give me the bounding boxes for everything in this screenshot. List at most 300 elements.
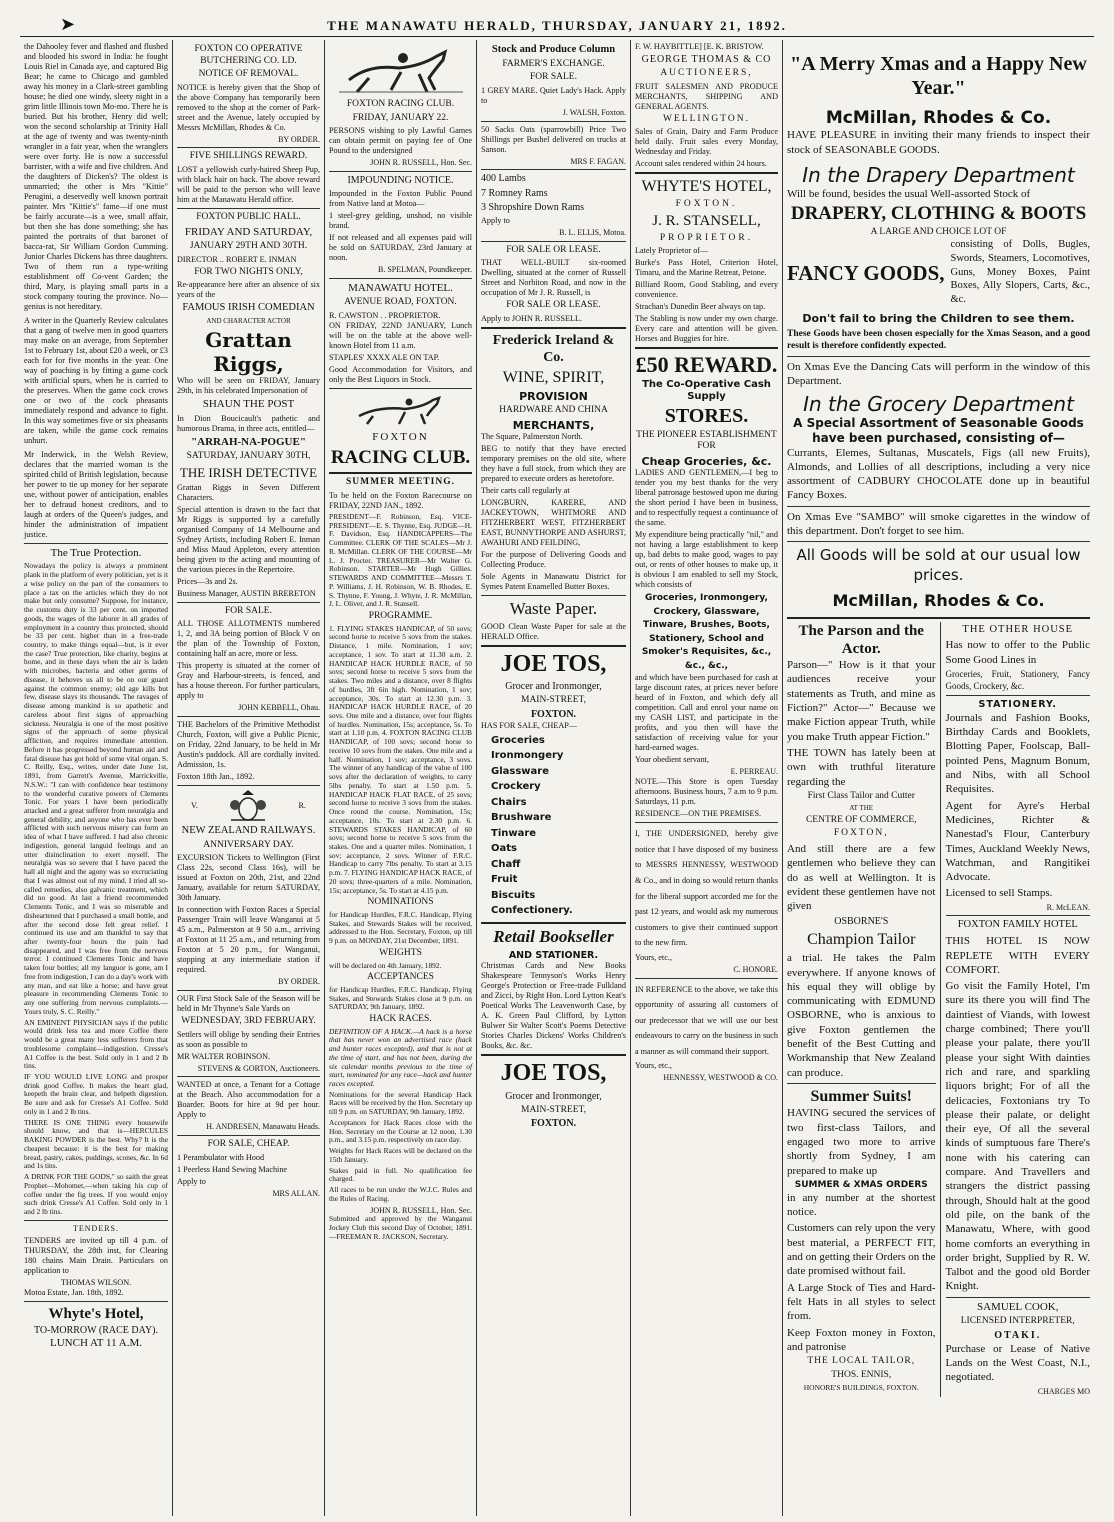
goods-item: Oats <box>491 843 517 855</box>
ad-text: IF YOU WOULD LIVE LONG and prosper drink good Coffee. It makes the heart glad, keepeth the brain clear, and helpeth digestion. Be sure and ask for Cresse's A1 Coffee. Sold only in 1 and 2 lb tins. <box>24 1072 168 1116</box>
summer-suits-heading: Summer Suits! <box>810 1087 912 1105</box>
ad-text: Licensed to sell Stamps. <box>945 887 1053 900</box>
ad-text: THIS HOTEL IS NOW REPLETE WITH EVERY COMFORT. <box>945 935 1090 976</box>
ad-heading: AUCTIONEERS, <box>660 68 753 79</box>
ad-heading: FARMER'S EXCHANGE. <box>502 58 605 69</box>
fancy-goods-row <box>787 238 1090 308</box>
ad-text: The Stabling is now under my own charge. Every care and attention will be given. Horses and Buggies for hire. <box>635 314 778 344</box>
divider <box>177 990 320 991</box>
ad-text: Apply to <box>481 216 510 226</box>
ad-heading: MERCHANTS, <box>512 418 595 432</box>
ad-heading: FOXTON. <box>530 708 577 720</box>
hotel-poem: Go visit the Family Hotel, I'm sure its there you will find The daintiest of Viands, with lowest charge combined; There you'll please your palate, there you'll please your sight With dainties rich and rare, and sparkling liquors bright; For of all the delicacies, Foxtonians try To please their palate, or delight their eye, Of all the several kinds of sumptuous fare There's none with his catering can compare. And Travellers and strangers the district passing through, Should halt at the good old pile, on the bank of the Manawatu, Where, with good home comforts an everything in order bright, Supplied by R. W. Talbot and the good old Border Knight. <box>945 980 1090 1293</box>
ad-heading: First Class Tailor and Cutter <box>807 790 915 801</box>
ad-heading: FIVE SHILLINGS REWARD. <box>189 151 308 162</box>
ad-heading: NOTICE OF REMOVAL. <box>198 69 299 80</box>
ad-heading: FOXTON, <box>833 828 889 839</box>
joe-tos-heading: JOE TOS, <box>500 1060 607 1087</box>
ad-text: If not released and all expenses paid will be sold on SATURDAY, 23rd January at noon. <box>329 233 472 263</box>
divider <box>177 716 320 717</box>
ad-heading: FAMOUS IRISH COMEDIAN <box>182 302 315 314</box>
other-house-heading: THE OTHER HOUSE <box>962 623 1074 635</box>
signature: R. McLEAN. <box>1046 902 1090 912</box>
ad-text: Apply to <box>177 1176 206 1186</box>
racehorse-small-icon <box>329 392 473 426</box>
ad-heading: "ARRAH-NA-POGUE" <box>191 435 306 448</box>
joe-tos-heading: JOE TOS, <box>500 650 607 677</box>
divider <box>24 1220 168 1221</box>
ad-text: My expenditure being practically "nil," and not having a large establishment to keep up, bad debts to make good, wages to pay out, or rents of other houses to make up, it is obvious I am enabled to sell my Stock, which consists of <box>635 530 778 590</box>
column-3 <box>324 40 476 1516</box>
book-list: Christmas Cards and New Books Shakespeare Tennyson's Works Henry George's Protection or Free-trade Fulkland and Zicci, by Right Hon. Lord Lytton Keat's Poetical Works The Leavenworth Case, by A. K. Green Paul Clifford, by Lytton Bulwer Sir Walter Scott's Poems Detective Stories Charles Dickens' Works Children's Books, &c. &c. <box>481 961 626 1051</box>
signature: STEVENS & GORTON, Auctioneers. <box>197 1063 320 1073</box>
proprietor-line: R. CAWSTON . . PROPRIETOR. <box>329 310 441 320</box>
ad-heading: SUMMER & XMAS ORDERS <box>794 1179 928 1190</box>
column-5 <box>630 40 782 1516</box>
ad-text: 1 Perambulator with Hood <box>177 1152 265 1162</box>
goods-item: Glassware <box>491 765 549 777</box>
signature: B. L. ELLIS, Motoa. <box>559 228 626 238</box>
ad-text: Apply to JOHN R. RUSSELL. <box>481 313 582 323</box>
director-line: DIRECTOR .. ROBERT E. INMAN <box>177 254 297 264</box>
ad-text: A Large Stock of Ties and Hard-felt Hats in all styles to select from. <box>787 1281 936 1323</box>
ad-text: LONGBURN, KARERE, AND JACKEYTOWN, WHITMORE AND FITZHERBERT WEST, FITZHERBERT EAST, BUNNYTHORPE AND ASHURST, AWAHURI AND FEILDING, <box>481 497 626 547</box>
ad-heading: PROPRIETOR. <box>659 232 754 243</box>
ad-text: STAPLES' XXXX ALE ON TAP. <box>329 352 440 362</box>
ad-text: EXCURSION Tickets to Wellington (First Class 22s, second Class 16s), will be issued at Foxton on 20th, 21st, and 22nd January, available for return SATURDAY, 30th January. <box>177 853 320 903</box>
reward-heading: £50 REWARD. <box>635 352 778 378</box>
ad-text: I, THE UNDERSIGNED, hereby give notice that I have disposed of my business to MESSRS HENNESSY, WESTWOOD & Co., and in doing so would return thanks for the liberal support accorded me for the past 12 years, and would ask my numerous customers to give their continued support to the new firm. <box>635 829 778 948</box>
ad-text: Business Manager, AUSTIN BRERETON <box>177 588 316 598</box>
family-hotel-heading: FOXTON FAMILY HOTEL <box>957 919 1078 931</box>
ad-heading: J. R. STANSELL, <box>652 213 761 230</box>
stationery-heading: STATIONERY. <box>978 699 1057 711</box>
goods-item: Ironmongery <box>491 750 564 762</box>
tenders-signature: THOMAS WILSON. <box>60 1277 132 1287</box>
goods-item: Fruit <box>491 874 518 886</box>
ad-heading: THE PIONEER ESTABLISHMENT FOR <box>636 429 777 452</box>
ad-heading: OSBORNE'S <box>834 915 889 927</box>
signature: BY ORDER. <box>278 977 320 987</box>
ad-text: In connection with Foxton Races a Special Passenger Train will leave Wanganui at 5 45 a.m., Palmerston at 9 50 a.m., arriving at Foxton at 11 25 a.m., and returning from Foxton at 5 20 p.m., for Wanganui, stopping at any intermediate station if required. <box>177 905 320 975</box>
grattan-riggs-heading: Grattan Riggs, <box>205 327 292 376</box>
ad-heading: FOXTON PUBLIC HALL. <box>196 212 301 223</box>
goods-item: Chairs <box>491 796 527 808</box>
ad-heading: AND STATIONER. <box>508 949 599 961</box>
ad-heading: PROVISION <box>519 389 588 403</box>
ad-text: 400 Lambs <box>481 173 526 185</box>
divider <box>329 278 472 279</box>
ad-heading: AND CHARACTER ACTOR <box>206 317 291 325</box>
ad-heading: Cheap Groceries, &c. <box>641 455 772 469</box>
ad-heading: FOR TWO NIGHTS ONLY, <box>194 266 303 277</box>
signature: JOHN KEBBELL, Ohau. <box>238 703 320 713</box>
signature: MRS ALLAN. <box>272 1188 320 1198</box>
ad-heading: HARDWARE AND CHINA <box>499 405 608 415</box>
ad-text: A DRINK FOR THE GODS," so saith the great Prophet—Mohomet,—when taking his cup of coffee under the fig trees. If you would enjoy such drink Cresse's A1 Coffee. Sold only in 1 and 2 lb tins. <box>24 1172 168 1217</box>
ad-text: consisting of Dolls, Bugles, Swords, Steamers, Locomotives, Guns, Money Boxes, Paint Boxes, Ally Slopers, Carts, &c., &c. <box>950 239 1090 305</box>
waste-paper-heading: Waste Paper. <box>509 598 598 618</box>
divider <box>481 922 626 924</box>
ad-text: THE Bachelors of the Primitive Methodist Church, Foxton, will give a Public Picnic, on Friday, 22nd January, to be held in Mr Austin's paddock. All are cordially invited. Admission, 1s. <box>177 719 320 769</box>
royal-coat-of-arms-icon <box>225 789 271 823</box>
ad-text: THAT WELL-BUILT six-roomed Dwelling, situated at the corner of Russell Street and Norbiton Road, and now in the occupation of Mr J. R. Russell, is <box>481 258 626 298</box>
ad-text: Account sales rendered within 24 hours. <box>635 159 767 169</box>
divider <box>787 356 1090 357</box>
ad-text: Yours, etc., <box>635 952 672 962</box>
ad-heading: PROGRAMME. <box>368 611 433 622</box>
signature: B. SPELMAN, Poundkeeper. <box>378 265 472 275</box>
grocery-heading: In the Grocery Department <box>803 392 1074 417</box>
ad-text: Currants, Elemes, Sultanas, Muscatels, Figs (all new Fruits), Almonds, and Lollies of all descriptions, including a very nice assortment of CADBURY CHOCOLATE done up in beautiful Fancy Boxes. <box>787 446 1090 502</box>
ad-text: and which have been purchased for cash at large discount rates, at prices never before heard of in Foxton, and which defy all competition. Call and enrol your name on my CASH LIST, and participate in the profits, and you then will have the satisfaction of receiving value for your hard-earned wages. <box>635 673 778 753</box>
divider <box>635 172 778 174</box>
divider <box>481 169 626 170</box>
ad-heading: FOR SALE. <box>530 72 577 83</box>
ad-text: Their carts call regularly at <box>481 485 570 495</box>
ad-heading: FOR SALE OR LEASE. <box>506 244 601 255</box>
ad-text: 50 Sacks Oats (sparrowbill) Price Two Shillings per Bushel delivered on trucks at Sanson. <box>481 124 626 154</box>
ad-text: A LARGE AND CHOICE LOT OF <box>870 227 1007 238</box>
ad-text: Sole Agents in Manawatu District for Symes Patent Enamelled Butter Boxes. <box>481 571 626 591</box>
ad-text: Groceries, Fruit, Stationery, Fancy Goods, Crockery, &c. <box>945 668 1090 691</box>
drapery-heading: In the Drapery Department <box>802 162 1075 187</box>
divider <box>329 388 472 389</box>
ad-text: For the purpose of Delivering Goods and Collecting Produce. <box>481 549 626 569</box>
ad-heading: WINE, SPIRIT, <box>502 369 605 387</box>
ad-heading: FOXTON RACING CLUB. <box>346 99 455 109</box>
divider <box>24 1301 168 1302</box>
column-6-split <box>787 622 1090 1397</box>
ad-text: These Goods have been chosen especially for the Xmas Season, and a good result is therefore confidently expected. <box>787 329 1090 352</box>
signature: HENNESSY, WESTWOOD & CO. <box>663 1073 778 1083</box>
ad-text: RESIDENCE—ON THE PREMISES. <box>635 809 762 819</box>
ad-heading: ANNIVERSARY DAY. <box>203 839 294 850</box>
divider <box>177 147 320 148</box>
ad-text: LOST a yellowish curly-haired Sheep Pup, with black hair on back. The above reward will be paid to the person who will leave him at the Manawatu Herald office. <box>177 165 320 205</box>
goods-list: Groceries, Ironmongery, Crockery, Glassware, Tinware, Brushes, Boots, Stationery, School and Smoker's Requisites, &c., &c., &c., <box>641 593 772 671</box>
ad-heading: FOR SALE OR LEASE. <box>506 300 601 311</box>
ad-heading: WELLINGTON. <box>663 113 750 124</box>
ad-text: NOTICE is hereby given that the Shop of the above Company has temporarily been removed to the shop at the corner of Park-street and the Avenue, lately occupied by Messrs McMillan, Rhodes & Co. <box>177 82 320 132</box>
whytes-hotel-heading: Whyte's Hotel, <box>48 1305 144 1322</box>
mcmillan-rhodes-heading: McMillan, Rhodes & Co. <box>825 108 1052 128</box>
article-text: Nowadays the policy is always a prominent plank in the platform of every politician, yet is it a wise policy on the part of the consumers to place a tax on the articles which they do not make but only consume? Suppose, for instance, the customs duty is 33 per cent. on imported goods, the wages of the laborer in all grades of employment in a country thus protected, should be 33 per cent. higher than in a free-trade country, to make things equal—but, is it ever the case? True protection, like charity, begins at home, and in these days when the air is laden with microbes, bacteria and other germs of disease, it behoves us all to be on our guard against the common enemy; old age kills but few, disease slays its thousands. The ravages of disease among mankind is so apathetic and careless about first signs of approaching sickness. Neuralgia is one of the most positive signs of the approach of some physical affliction, and requires immediate attention. Before it has progressed beyond human aid and fatal disease has got hold of some vital organ. S. C. Reilly, Esq., writes, under date June 1st, 1891, from Garrett's Avenue, Marrickville, N.S.W.: "I can with confidence bear testimony to the wonderful curative powers of Clements Tonic. For years I have been periodically attacked and a great sufferer from neuralgia and general debility, and anyone who has ever been afflicted with such nervous misery can form an idea of what I have suffered. I had also chronic indigestion, general languid feelings and an utter disinclination to exert myself. The neuralgia was so severe that I have paced the hall all night and the agony was so excruciating that I was almost out of my mind. I tried all so-called remedies, also galvanic treatment, which did no good. At last a friend recommended Clements Tonic, and I was so miserable and disheartened that I purchased a small bottle, and after the second dose felt great relief. I continued its use and am thankful to say that after twenty-four hours the pain had disappeared, and I was free from the nervous terror. I continued Clements Tonic and have taken four bottles; all my languor is gone, am I free from indigestion, I can do a day's work with any man, and eat like a horse; and have great pleasure in recommending Clements Tonic to any one suffering from nervous complaints.—Yours truly, S. C. Reilly." <box>24 561 168 1016</box>
other-house-subcolumn <box>941 622 1091 1397</box>
ad-text: And still there are a few gentlemen who believe they can do as well at Wellington. It is evident these gentlemen have not given <box>787 843 936 913</box>
article-text: the Dahooley fever and flashed and flushed and blooded his sword in India: he fought Louis Riel in Canada aye, and captured Big Bear; he came to Chicago and gambled away his money in a Clark-street gambling house; he died one windy, sleety night in a grim little Illinois town Mo-mo. There he is buried. But his brother, Henry did well; won the second scholarship at Trinity Hall at the age of twenty and was twenty-ninth wrangler in a fair year, when the wranglers were over forty. He is now a successful barrister, with a wife and five children. And the daughters of Dicken's? The oldest is unmarried; the other is Mrs "Kittie" Perugini, a deservedly well known portrait painter. Mrs "Kittie's" fame—if one must be fairly accurate—is a wee, small affair, but then she has done something; she has painted the portraits of that baronet of bacca-rat, Sir William Gordon Cumming. Junior Charles Dickens has three daughters. Two of them run a type-writing establishment off Co-vent Garden; the third, Mary, is playing small parts in a stock company touring the province. No—genius is not hereditary. <box>24 42 168 311</box>
ad-heading: WEDNESDAY, 3RD FEBRUARY. <box>181 1016 316 1027</box>
ad-text: Weights for Hack Races will be declared on the 15th January. <box>329 1146 472 1164</box>
tenders-address: Motoa Estate, Jan. 18th, 1892. <box>24 1287 124 1297</box>
ad-heading: NEW ZEALAND RAILWAYS. <box>181 824 316 836</box>
goods-item: Brushware <box>491 812 552 824</box>
ad-text: Good Accommodation for Visitors, and only the Best Liquors in Stock. <box>329 364 472 384</box>
vr-letter: R. <box>298 800 306 810</box>
signature: MRS F. FAGAN. <box>570 156 626 166</box>
masthead <box>0 0 1114 40</box>
ad-text: HAS FOR SALE, CHEAP— <box>481 720 577 730</box>
ad-text: Has now to offer to the Public Some Good Lines in <box>945 639 1090 666</box>
ad-heading: HACK RACES. <box>369 1014 432 1025</box>
goods-item: Crockery <box>491 781 541 793</box>
ad-text: NOTE.—This Store is open Tuesday afternoons. Business hours, 7 a.m to 9 p.m. Saturdays, 11 p.m. <box>635 777 778 807</box>
tenders-heading: TENDERS. <box>73 1223 119 1233</box>
ad-text: Lately Proprietor of— <box>635 246 709 256</box>
ad-text: On Xmas Eve "SAMBO" will smoke cigarettes in the window of this department. Don't forget to see him. <box>787 510 1090 538</box>
whytes-hotel-heading: WHYTE'S HOTEL, <box>641 178 772 196</box>
signature: JOHN R. RUSSELL, Hon. Sec. <box>370 1205 472 1215</box>
ad-text: a trial. He takes the Palm everywhere. If anyone knows of his equal they will oblige by communicating with EDMUND OSBORNE, who is anxious to give Foxton gentlemen the benefit of the Best Cutting and Workmanship that New Zealand can produce. <box>787 952 936 1079</box>
ad-heading: JANUARY 29TH AND 30TH. <box>189 241 308 252</box>
divider <box>787 617 1090 619</box>
ad-text: Your obedient servant, <box>635 755 709 765</box>
ad-heading: FOR SALE. <box>225 605 272 616</box>
ad-text: FRUIT SALESMEN AND PRODUCE MERCHANTS, SHIPPING AND GENERAL AGENTS. <box>635 81 778 111</box>
programme-list: 1. FLYING STAKES HANDICAP, of 50 sovs; second horse to receive 5 sovs from the stakes. Distance, 1 mile. Nomination, 1 sov; acceptance, 1 sov. To start at 11.30 a.m. 2. HANDICAP HACK HURDLE RACE, of 50 sovs; second horse to receive 5 sovs from the stakes. Two miles and a distance, over 8 flights of hurdles, 3ft 6in high. Nomination, 1 sov; acceptance, 30s. To start at 12.30 p.m. 3. HANDICAP HACK HURDLE RACE, of 20 sovs. One mile and a distance, over four flights of hurdles. Nomination, 15s; acceptance, 5s. To start at 1.10 p.m. 4. FOXTON RACING CLUB HANDICAP, of 100 sovs; second horse to receive 10 sovs from the stakes. One mile and a half. Nomination, 1 sov; acceptance, 3 sovs. The winner of any handicap of the value of 100 sovs after the declaration of weights, to carry 5lbs penalty. To start at 1.50 p.m. 5. HANDICAP HACK FLAT RACE, of 25 sovs; second horse to receive 3 sovs from the stakes. Once round the course. Nomination, 15s; acceptance, 10s. To start at 2.30 p.m. 6. STEWARDS STAKES HANDICAP, of 60 sovs; second horse to receive 5 sovs from the stakes. One and a quarter miles. Nomination, 1 sov; acceptance, 2 sovs. Winner of F.R.C. Handicap to carry 7lbs penalty. To start at 3.15 p.m. 7. FLYING HANDICAP HACK RACE, of 20 sovs; three-quarters of a mile. Nomination, 15s; acceptance, 5s. To start at 4.15 p.m. <box>329 623 472 895</box>
ad-text: On Xmas Eve the Dancing Cats will perform in the window of this Department. <box>787 360 1090 388</box>
ad-text: This property is situated at the corner of Gray and Harbour-streets, is fenced, and has a house thereon. For further particulars, apply to <box>177 661 320 701</box>
divider <box>329 472 472 474</box>
goods-list <box>481 733 626 919</box>
divider <box>787 1083 936 1084</box>
divider <box>481 121 626 122</box>
ad-text: THE TOWN has lately been at own with truthful literature regarding the <box>787 746 936 788</box>
ad-text: ALL THOSE ALLOTMENTS numbered 1, 2, and 3A being portion of Block V on the plan of the Township of Foxton, containing half an acre, more or less. <box>177 619 320 659</box>
divider <box>481 645 626 647</box>
ad-heading: GEORGE THOMAS & CO <box>641 54 772 65</box>
goods-item: Biscuits <box>491 889 536 901</box>
ad-heading: SUMMER MEETING. <box>346 477 455 488</box>
ad-heading: FRIDAY AND SATURDAY, <box>184 225 313 238</box>
divider <box>787 506 1090 507</box>
ad-heading: AT THE <box>849 804 874 813</box>
ad-text: Journals and Fashion Books, Birthday Cards and Booklets, Blotting Paper, Foolscap, Ball-pointed Pens, Magnum Bonum, and Nibs, with all School Requisites. <box>945 711 1090 796</box>
ad-text: Grattan Riggs in Seven Different Characters. <box>177 482 320 502</box>
fancy-goods-heading: FANCY GOODS, <box>787 260 945 285</box>
ad-text: PERSONS wishing to ply Lawful Games can obtain permit on paying fee of One Pound to the undersigned <box>329 126 472 156</box>
ad-heading: AVENUE ROAD, FOXTON. <box>344 297 457 308</box>
divider <box>635 822 778 823</box>
divider <box>481 595 626 596</box>
ad-text: 1 steel-grey gelding, unshod, no visible brand. <box>329 211 472 231</box>
ad-heading: SAMUEL COOK, <box>977 1300 1059 1313</box>
ad-text: AN EMINENT PHYSICIAN says if the public would drink less tea and more Coffee there would be a great many less sufferers from that troublesome complaint—indigestion. Cresse's A1 Coffee is the best. Sold only in 1 and 2 lb tins. <box>24 1017 168 1071</box>
signature: C. HONORE. <box>733 964 778 974</box>
ad-text: in any number at the shortest notice. <box>787 1191 936 1219</box>
ad-text: Yours, etc., <box>635 1061 672 1071</box>
ad-text: 7 Romney Rams <box>481 187 548 199</box>
racing-club-heading: RACING CLUB. <box>330 447 471 469</box>
divider <box>946 915 1091 916</box>
ad-text: Don't fail to bring the Children to see them. <box>802 311 1075 325</box>
ad-text: Sales of Grain, Dairy and Farm Produce held daily. Fruit sales every Monday, Wednesday and Friday. <box>635 127 778 157</box>
ad-heading: NOMINATIONS <box>367 897 434 908</box>
column-2 <box>172 40 324 1516</box>
whytes-line: TO-MORROW (RACE DAY). <box>34 1324 158 1336</box>
xmas-heading: "A Merry Xmas and a Happy New Year." <box>790 53 1087 99</box>
ad-text: Parson—" How is it that your audiences receive your statements as Truth, and mine as Fiction?" Actor—" Because we make Fiction appear Truth, while you make Truth appear Fiction." <box>787 659 936 743</box>
ad-heading: All Goods will be sold at our usual low prices. <box>796 546 1081 584</box>
ad-text: Customers can rely upon the very best material, a PERFECT FIT, and on getting their Orders on the date promised without fail. <box>787 1222 936 1278</box>
ad-text: Submitted and approved by the Wanganui Jockey Club this second Day of October, 1891.—FREEMAN R. JACKSON, Secretary. <box>329 1214 472 1241</box>
ad-heading: FOXTON CO OPERATIVE BUTCHERING CO. LD. <box>194 44 303 66</box>
ad-heading: A Special Assortment of Seasonable Goods have been purchased, consisting of— <box>793 416 1084 445</box>
ad-text: Prices—3s and 2s. <box>177 576 238 586</box>
ad-text: Will be found, besides the usual Well-assorted Stock of <box>787 187 1031 200</box>
champion-tailor-heading: Champion Tailor <box>807 930 916 948</box>
divider <box>946 695 1091 696</box>
ad-text: for Handicap Hurdles, F.R.C. Handicap, Flying Stakes, and Stewards Stakes will be received, addressed to the Hon. Secretary, Foxton, up till 9 p.m. on MONDAY, 21st December, 1891. <box>329 909 472 946</box>
ad-heading: FOXTON <box>372 430 429 443</box>
stores-heading: STORES. <box>664 404 749 427</box>
ad-text: LADIES AND GENTLEMEN,—I beg to tender you my best thanks for the very liberal patronage bestowed upon me during the short period I have been in business, and to respectfully request a continuance of the same. <box>635 468 778 528</box>
ad-text: To be held on the Foxton Racecourse on FRIDAY, 22ND JAN., 1892. <box>329 490 472 510</box>
officials-list: PRESIDENT—F. Robinson, Esq. VICE-PRESIDENT—E. S. Thynne, Esq. JUDGE—H. F. Davidson, Esq. HANDICAPPERS—The Committee. CLERK OF THE SCALES—Mr J. R. McMillan. CLERK OF THE COURSE—Mr L. J. Procter. TREASURER—Mr Walter G. Robinson. STARTER—Mr Hugh Gillies. STEWARDS AND COMMITTEE—Messrs T. P. Williams, J. H. Robinson, W. B. Rhodes, E. S. Thynne, F. Young, J. Whyte, J. R. McMillan, J. L. Oliver, and J. R. Stansell. <box>329 511 472 609</box>
column-4 <box>476 40 630 1516</box>
ad-text: THERE IS ONE THING every housewife should know, and that is—HERCULES BAKING POWDER is the best. Why? It is the cheapest because: it is the best for making bread, pastry, cakes, puddings, scones, &c. In 6d and 1s tins. <box>24 1117 168 1171</box>
vr-letter: V. <box>191 800 198 810</box>
divider <box>177 602 320 603</box>
ad-text: Impounded in the Foxton Public Pound from Native land at Motoa— <box>329 189 472 209</box>
ad-text: Settlers will oblige by sending their Entries as soon as possible to <box>177 1029 320 1049</box>
ad-heading: MANAWATU HOTEL. <box>348 281 453 294</box>
parson-actor-heading: The Parson and the Actor. <box>798 622 924 657</box>
divider <box>481 1054 626 1056</box>
ad-text: will be declared on 4th January, 1892. <box>329 960 442 970</box>
ad-heading: Grocer and Ironmonger, <box>505 680 602 692</box>
signature: JOHN R. RUSSELL, Hon. Sec. <box>370 158 472 168</box>
ad-heading: FOR SALE, CHEAP. <box>207 1139 290 1150</box>
column-6 <box>782 40 1094 1516</box>
ad-heading: FRIDAY, JANUARY 22. <box>352 112 449 123</box>
ad-text: In Dion Boucicault's pathetic and humorous Drama, in three acts, entitled— <box>177 413 320 433</box>
ad-text: Special attention is drawn to the fact that Mr Riggs is supported by a carefully organised Company of 14 Melbourne and Sydney Artists, including Robert E. Inman and Miss Maud Appleton, every attention being given to the acting and mounting of the various pieces in the Repertoire. <box>177 504 320 574</box>
ad-heading: FOXTON. <box>530 1118 577 1130</box>
ad-text: Billiard Room, Good Stabling, and every convenience. <box>635 280 778 300</box>
ad-heading: ACCEPTANCES <box>367 972 434 983</box>
ad-text: Nominations for the several Handicap Hack Races will be received by the Hon. Secretary up till 9 p.m. on SATURDAY, 9th January, 1892. <box>329 1089 472 1117</box>
divider <box>635 347 778 349</box>
tailor-subcolumn <box>787 622 941 1397</box>
goods-item: Tinware <box>491 827 537 839</box>
article-text: A writer in the Quarterly Review calculates that a gang of twelve men in good quarters may make on an average, from September 1st to February 1st, about £20 a week, or £3 each for for five months in the year. One way of poaching is by fitting a game cock with artificial spurs, when he is carried to the preserves. When the game cock crows one or two of the cock pheasants immediately respond and advance to fight. In this way sometimes five or six pheasants are taken, while the game cock remains unhurt. <box>24 316 168 445</box>
ad-text: WANTED at once, a Tenant for a Cottage at the Beach. Also accommodation for a Boarder. Boots for hire at 9d per hour. Apply to <box>177 1080 320 1120</box>
column-1 <box>20 40 172 1516</box>
ad-heading: WEIGHTS <box>379 947 422 958</box>
divider <box>481 241 626 242</box>
article-text: Mr Inderwick, in the Welsh Review, declares that the married woman is the spirited child of British legislation, because her power to tie up money for her separate use, without power of anticipation, enables her to defraud honest creditors, and to laugh at orders of the Queen's judges, and hinder the administration of impatient justice. <box>24 450 168 539</box>
ad-heading: OTAKI. <box>994 1329 1042 1341</box>
ad-text: Purchase or Lease of Native Lands on the West Coast, N.I., negotiated. <box>945 1342 1090 1384</box>
divider <box>635 978 778 979</box>
ad-heading: SHAUN THE POST <box>202 398 295 411</box>
divider <box>177 785 320 786</box>
ad-heading: LICENSED INTERPRETER, <box>960 1316 1075 1327</box>
ad-text: Strachan's Dunedin Beer always on tap. <box>635 302 766 312</box>
divider <box>787 541 1090 542</box>
ad-text: ON FRIDAY, 22ND JANUARY, Lunch will be on the table at the above well-known Hotel from 11 a.m. <box>329 320 472 350</box>
article-heading: The True Protection. <box>50 547 142 559</box>
signature: J. WALSH, Foxton. <box>562 107 626 117</box>
ad-heading: HONORE'S BUILDINGS, FOXTON. <box>803 1383 919 1393</box>
ad-text: HAVING secured the services of two first-class Tailors, and engaged two more to arrive shortly from Sydney, I am prepared to make up <box>787 1107 936 1177</box>
tenders-text: TENDERS are invited up till 4 p.m. of THURSDAY, the 28th inst, for Clearing 180 chains Main Drain. Particulars on application to <box>24 1235 168 1275</box>
ad-text: GOOD Clean Waste Paper for sale at the HERALD Office. <box>481 621 626 641</box>
ad-heading: IMPOUNDING NOTICE. <box>347 174 454 186</box>
divider <box>946 1297 1091 1298</box>
ad-heading: THE LOCAL TAILOR, <box>807 1356 916 1367</box>
signature: BY ORDER. <box>278 134 320 144</box>
divider <box>177 208 320 209</box>
ad-text: IN REFERENCE to the above, we take this opportunity of assuring all customers of our predecessor that we will use our best endeavours to carry on the business in such a manner as will command their support. <box>635 984 778 1056</box>
divider <box>24 543 168 544</box>
header-rule <box>20 36 1094 37</box>
signature: CHARGES MO <box>1037 1386 1090 1396</box>
ad-text: OUR First Stock Sale of the Season will be held in Mr Thynne's Sale Yards on <box>177 994 320 1014</box>
ad-text: HAVE PLEASURE in inviting their many friends to inspect their stock of SEASONABLE GOODS. <box>787 129 1090 156</box>
ad-heading: THE IRISH DETECTIVE <box>179 464 318 480</box>
signature: E. PERREAU. <box>730 767 778 777</box>
ad-text: Stakes paid in full. No qualification fee charged. <box>329 1165 472 1184</box>
royal-arms-row <box>177 789 320 823</box>
ad-text: The Square, Palmerston North. <box>481 431 583 441</box>
ad-text: 1 GREY MARE. Quiet Lady's Hack. Apply to <box>481 85 626 105</box>
ad-text: Agent for Ayre's Herbal Medicines, Richter & Nanestad's Flour, Canterbury Times, Auckland Weekly News, Watchman, and Rangitikei Advocate. <box>945 799 1090 884</box>
drapery-goods-heading: DRAPERY, CLOTHING & BOOTS <box>790 203 1087 225</box>
ad-text: Burke's Pass Hotel, Criterion Hotel, Timaru, and the Marine Retreat, Petone. <box>635 258 778 278</box>
ad-heading: FOXTON. <box>675 198 738 209</box>
ad-text: 3 Shropshire Down Rams <box>481 201 585 213</box>
signature: H. ANDRESEN, Manawatu Heads. <box>206 1122 320 1132</box>
goods-item: Chaff <box>491 858 521 870</box>
divider <box>329 171 472 172</box>
ad-heading: THOS. ENNIS, <box>831 1369 892 1380</box>
divider <box>177 1135 320 1136</box>
ad-heading: MAIN-STREET, <box>521 1104 586 1115</box>
ad-text: MR WALTER ROBINSON. <box>177 1051 271 1061</box>
ad-heading: Grocer and Ironmonger, <box>505 1090 602 1102</box>
ad-heading: MAIN-STREET, <box>521 695 586 706</box>
ad-text: Acceptances for Hack Races close with the Hon. Secretary on the Course at 12 noon, 1.30 p.m., and 3.15 p.m. respectively on race day. <box>329 1117 472 1145</box>
racehorse-illustration-icon <box>329 42 473 94</box>
ad-heading: CENTRE OF COMMERCE, <box>805 814 917 825</box>
ad-heading: The Co-Operative Cash Supply <box>642 379 771 403</box>
frederick-ireland-heading: Frederick Ireland & Co. <box>492 332 615 365</box>
ad-text: 1 Peerless Hand Sewing Machine <box>177 1164 288 1174</box>
mcmillan-rhodes-footer: McMillan, Rhodes & Co. <box>832 591 1045 611</box>
divider <box>177 1076 320 1077</box>
ad-text: Foxton 18th Jan., 1892. <box>177 771 255 781</box>
partners-line: F. W. HAYBITTLE] [E. K. BRISTOW. <box>635 42 764 51</box>
goods-item: Groceries <box>491 734 545 746</box>
ad-text: for Handicap Hurdles, F.R.C. Handicap, Flying Stakes, and Stewards Stakes close at 9 p.m. on SATURDAY, 9th January, 1892. <box>329 984 472 1012</box>
column-heading: Stock and Produce Column <box>491 44 616 55</box>
bookseller-heading: Retail Bookseller <box>493 926 614 946</box>
ad-text: DEFINITION OF A HACK.—A hack is a horse that has never won an advertised race (hack and hunter races excepted), and that is not at the time of start, and has not been, during the six calendar months previous to the time of start, nominated for any race—hack and hunter races excepted. <box>329 1026 472 1088</box>
goods-item: Confectionery. <box>491 905 573 917</box>
ad-text: BEG to notify that they have erected temporary premises on the old site, where they have a full stock, from which they are prepared to execute orders as heretofore. <box>481 443 626 483</box>
ad-text: Keep Foxton money in Foxton, and patronise <box>787 1326 936 1353</box>
ad-text: Re-appearance here after an absence of six years of the <box>177 280 320 300</box>
newspaper-title: THE MANAWATU HERALD, THURSDAY, JANUARY 21, 1892. <box>327 18 787 33</box>
ad-text: Who will be seen on FRIDAY, January 29th, in his celebrated Impersonation of <box>177 376 320 396</box>
bird-ornament-icon: ➤ <box>60 14 76 34</box>
whytes-line: LUNCH AT 11 A.M. <box>50 1336 142 1349</box>
divider <box>481 327 626 329</box>
ad-heading: SATURDAY, JANUARY 30TH, <box>186 451 311 462</box>
ad-text: All races to be run under the W.J.C. Rules and the Rules of Racing. <box>329 1185 472 1203</box>
